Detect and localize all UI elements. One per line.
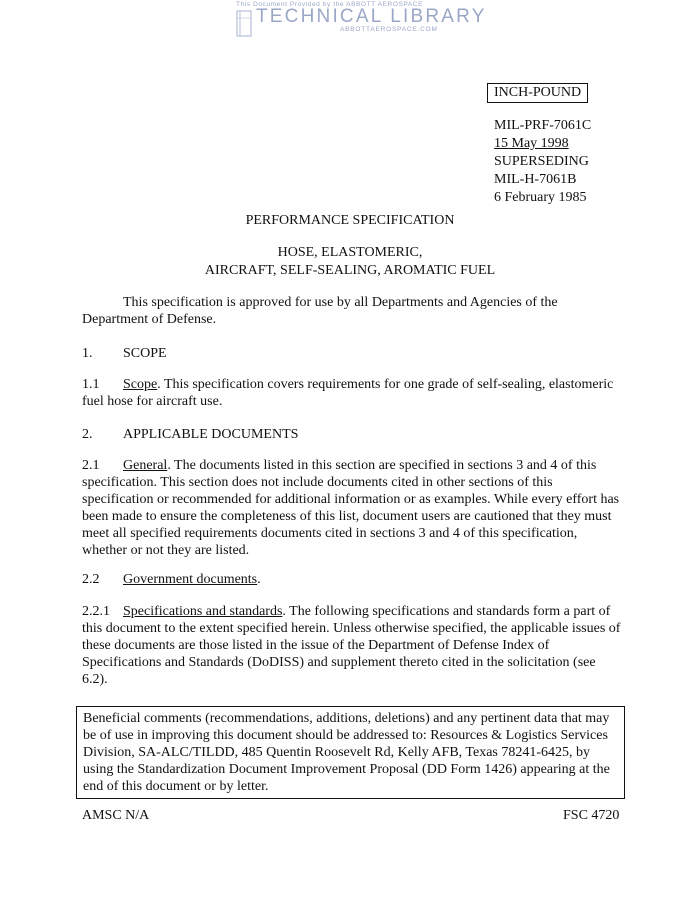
paragraph-heading: Scope <box>123 377 158 392</box>
document-date: 15 May 1998 <box>494 136 569 151</box>
watermark-url: ABBOTTAEROSPACE.COM <box>340 26 438 33</box>
paragraph-number: 2.1 <box>82 458 100 473</box>
book-logo-icon <box>236 8 252 38</box>
section-title: APPLICABLE DOCUMENTS <box>123 427 299 442</box>
library-watermark <box>0 0 700 50</box>
section-number: 1. <box>82 346 93 361</box>
paragraph-text: . <box>257 572 261 587</box>
paragraph-1-1 <box>82 376 622 410</box>
paragraph-2-2-1 <box>82 603 622 688</box>
section-title: SCOPE <box>123 346 167 361</box>
document-subtitle-line-2: AIRCRAFT, SELF-SEALING, AROMATIC FUEL <box>204 263 496 278</box>
comments-notice-box: Beneficial comments (recommendations, additions, deletions) and any pertinent data that may be of use in improving this document should be addressed to: Resources & Logistics Services Division, SA-ALC/TILDD, 485 Quentin Roosevelt Rd, Kelly AFB, Texas 78241-6425, by using the Standardization Document Improvement Proposal (DD Form 1426) appearing at the end of this document or by letter. <box>76 706 625 799</box>
document-number: MIL-PRF-7061C <box>494 118 592 133</box>
section-number: 2. <box>82 427 93 442</box>
paragraph-number: 1.1 <box>82 377 100 392</box>
section-heading <box>82 426 298 443</box>
paragraph-number: 2.2 <box>82 572 100 587</box>
superseded-document-number: MIL-H-7061B <box>494 172 577 187</box>
paragraph-heading: General <box>123 458 168 473</box>
paragraph-text: . The documents listed in this section are specified in sections 3 and 4 of this specification. This section does not include documents cited in other sections of this specification or recommended for additional information or as examples. While every effort has been made to ensure the completeness of this list, document users are cautioned that they must meet all specified requirements documents cited in sections 3 and 4 of this specification, whether or not they are listed. <box>82 458 620 558</box>
document-title: PERFORMANCE SPECIFICATION <box>245 213 455 228</box>
paragraph-2-1 <box>82 457 622 559</box>
section-heading <box>82 345 167 362</box>
paragraph-text: . This specification covers requirements for one grade of self-sealing, elastomeric fuel hose for aircraft use. <box>82 377 614 409</box>
paragraph-heading: Government documents <box>123 572 258 587</box>
approval-statement: This specification is approved for use by all Departments and Agencies of the Department of Defense. <box>82 295 558 327</box>
watermark-provider-text: This Document Provided by the ABBOTT AEROSPACE <box>236 1 424 8</box>
paragraph-text: . The following specifications and standards form a part of this document to the extent specified herein. Unless otherwise specified, the applicable issues of these documents are those listed in the issue of the Department of Defense Index of Specifications and Standards (DoDISS) and supplement thereto cited in the solicitation (see 6.2). <box>82 604 621 687</box>
document-identification <box>494 117 591 207</box>
document-subtitle-line-1: HOSE, ELASTOMERIC, <box>277 245 423 260</box>
classification-box: INCH-POUND <box>487 83 588 103</box>
superseding-label: SUPERSEDING <box>494 154 589 169</box>
amsc-code: AMSC N/A <box>82 808 150 823</box>
watermark-title: TECHNICAL LIBRARY <box>256 6 487 27</box>
paragraph-heading: Specifications and standards <box>123 604 283 619</box>
paragraph-2-2 <box>82 571 261 588</box>
paragraph-number: 2.2.1 <box>82 604 110 619</box>
fsc-code: FSC 4720 <box>563 808 620 823</box>
superseded-document-date: 6 February 1985 <box>494 190 587 205</box>
